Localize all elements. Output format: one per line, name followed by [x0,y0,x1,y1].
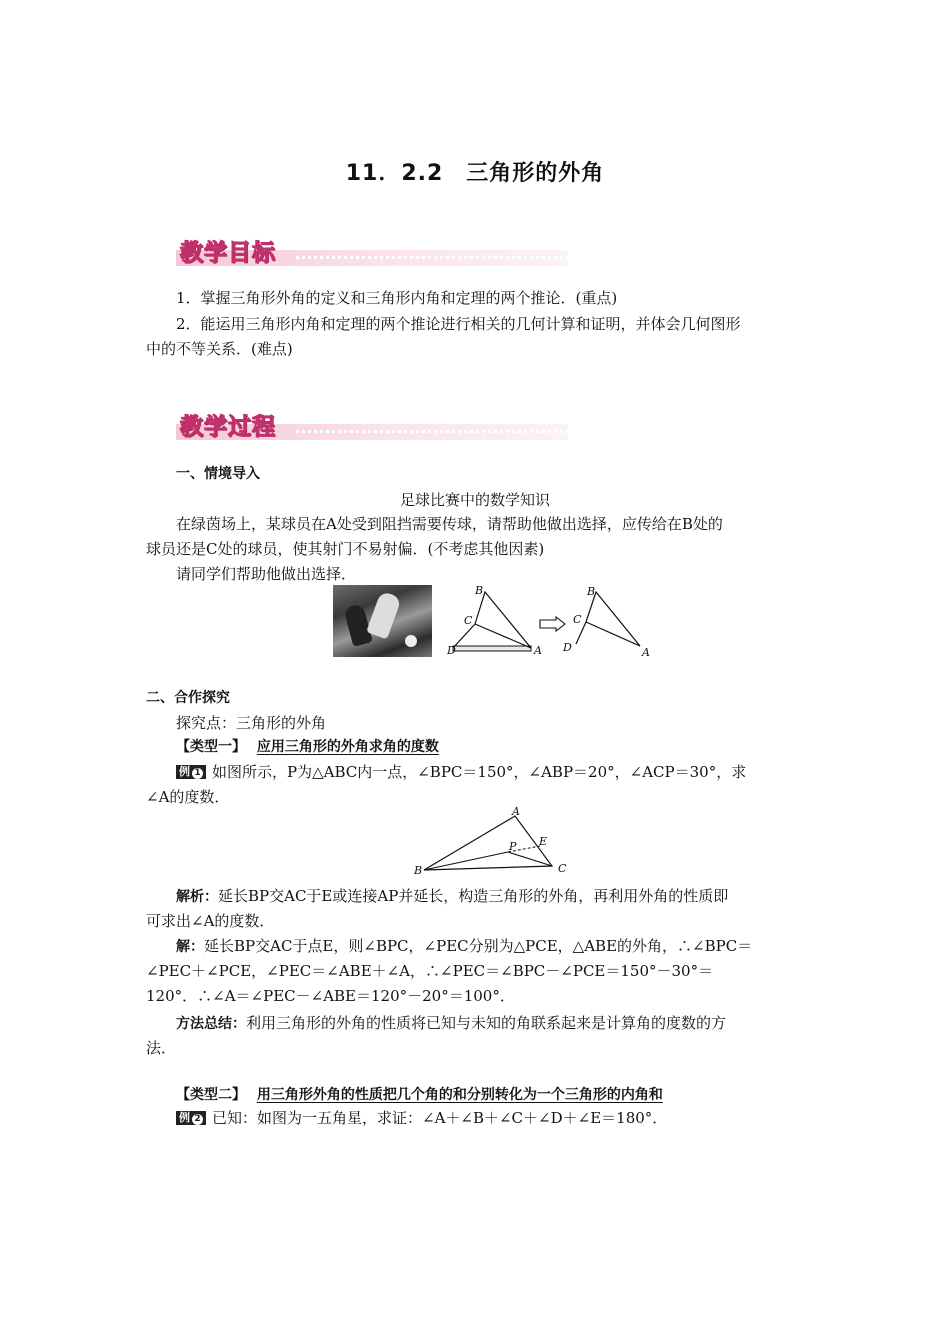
scenario-text-1: 在绿茵场上，某球员在A处受到阻挡需要传球，请帮助他做出选择，应传给在B处的 [176,515,723,533]
method-line2: 法． [146,1039,177,1057]
fig2-label-d: D [563,641,572,654]
fig2-label-b: B [587,585,596,598]
fig1-label-a: A [534,644,542,657]
triangle-figure-2 [558,584,658,660]
part2-heading: 二、合作探究 [146,690,230,706]
example2-line1: 例 2 已知：如图为一五角星，求证：∠A＋∠B＋∠C＋∠D＋∠E＝180°． [176,1106,667,1131]
type1-title: 应用三角形的外角求角的度数 [256,739,439,755]
fig1-label-d: D [447,644,456,657]
example1-line2: ∠A的度数． [146,788,230,806]
objective-2: 2．能运用三角形内角和定理的两个推论进行相关的几何计算和证明，并体会几何图形 [176,315,741,333]
solution-line1: 解：延长BP交AC于点E，则∠BPC，∠PEC分别为△PCE，△ABE的外角，∴∠BPC＝ [176,937,753,955]
triangle-figure-3 [412,804,587,878]
type1-heading [176,735,439,760]
objective-1: 1．掌握三角形外角的定义和三角形内角和定理的两个推论．(重点) [176,289,618,307]
explore-point: 探究点：三角形的外角 [176,714,327,732]
analysis-line2: 可求出∠A的度数． [146,912,275,930]
fig1-label-b: B [475,584,484,597]
section-banner-objectives [176,236,568,270]
fig3-label-c: C [558,862,567,875]
fig2-label-a: A [642,646,650,659]
scenario-text-2: 球员还是C处的球员，使其射门不易射偏．(不考虑其他因素) [146,540,545,558]
fig2-label-c: C [573,613,582,626]
scenario-title: 足球比赛中的数学知识 [399,491,550,509]
section-label: 教学目标 [180,240,276,266]
example-badge: 例 1 [176,765,206,779]
type1-tag: 【类型一】 [176,739,246,755]
section-label: 教学过程 [180,414,276,440]
type2-tag: 【类型二】 [176,1087,246,1103]
type2-title: 用三角形外角的性质把几个角的和分别转化为一个三角形的内角和 [256,1087,663,1103]
analysis-line1: 解析：延长BP交AC于E或连接AP并延长，构造三角形的外角，再利用外角的性质即 [176,887,729,905]
example-badge: 例 2 [176,1111,206,1125]
method-line1: 方法总结：利用三角形的外角的性质将已知与未知的角联系起来是计算角的度数的方 [176,1014,727,1032]
part1-heading: 一、情境导入 [176,466,260,482]
fig3-label-p: P [509,840,517,853]
fig3-label-b: B [414,864,423,877]
section-banner-process [176,410,568,444]
soccer-photo [333,585,432,657]
fig1-label-c: C [464,614,473,627]
solution-line3: 120°．∴∠A＝∠PEC－∠ABE＝120°－20°＝100°． [146,987,515,1005]
fig3-label-a: A [512,805,520,818]
page-title: 11．2.2 三角形的外角 [345,161,605,186]
scenario-prompt: 请同学们帮助他做出选择． [176,565,357,583]
example1-line1: 例 1 如图所示，P为△ABC内一点，∠BPC＝150°，∠ABP＝20°，∠ACP＝30°，求 [176,760,746,785]
solution-line2: ∠PEC＋∠PCE，∠PEC＝∠ABE＋∠A，∴∠PEC＝∠BPC－∠PCE＝150°－30°＝ [146,962,714,980]
type2-heading [176,1083,663,1108]
objective-2-cont: 中的不等关系．(难点) [146,340,293,358]
fig3-label-e: E [539,835,548,848]
